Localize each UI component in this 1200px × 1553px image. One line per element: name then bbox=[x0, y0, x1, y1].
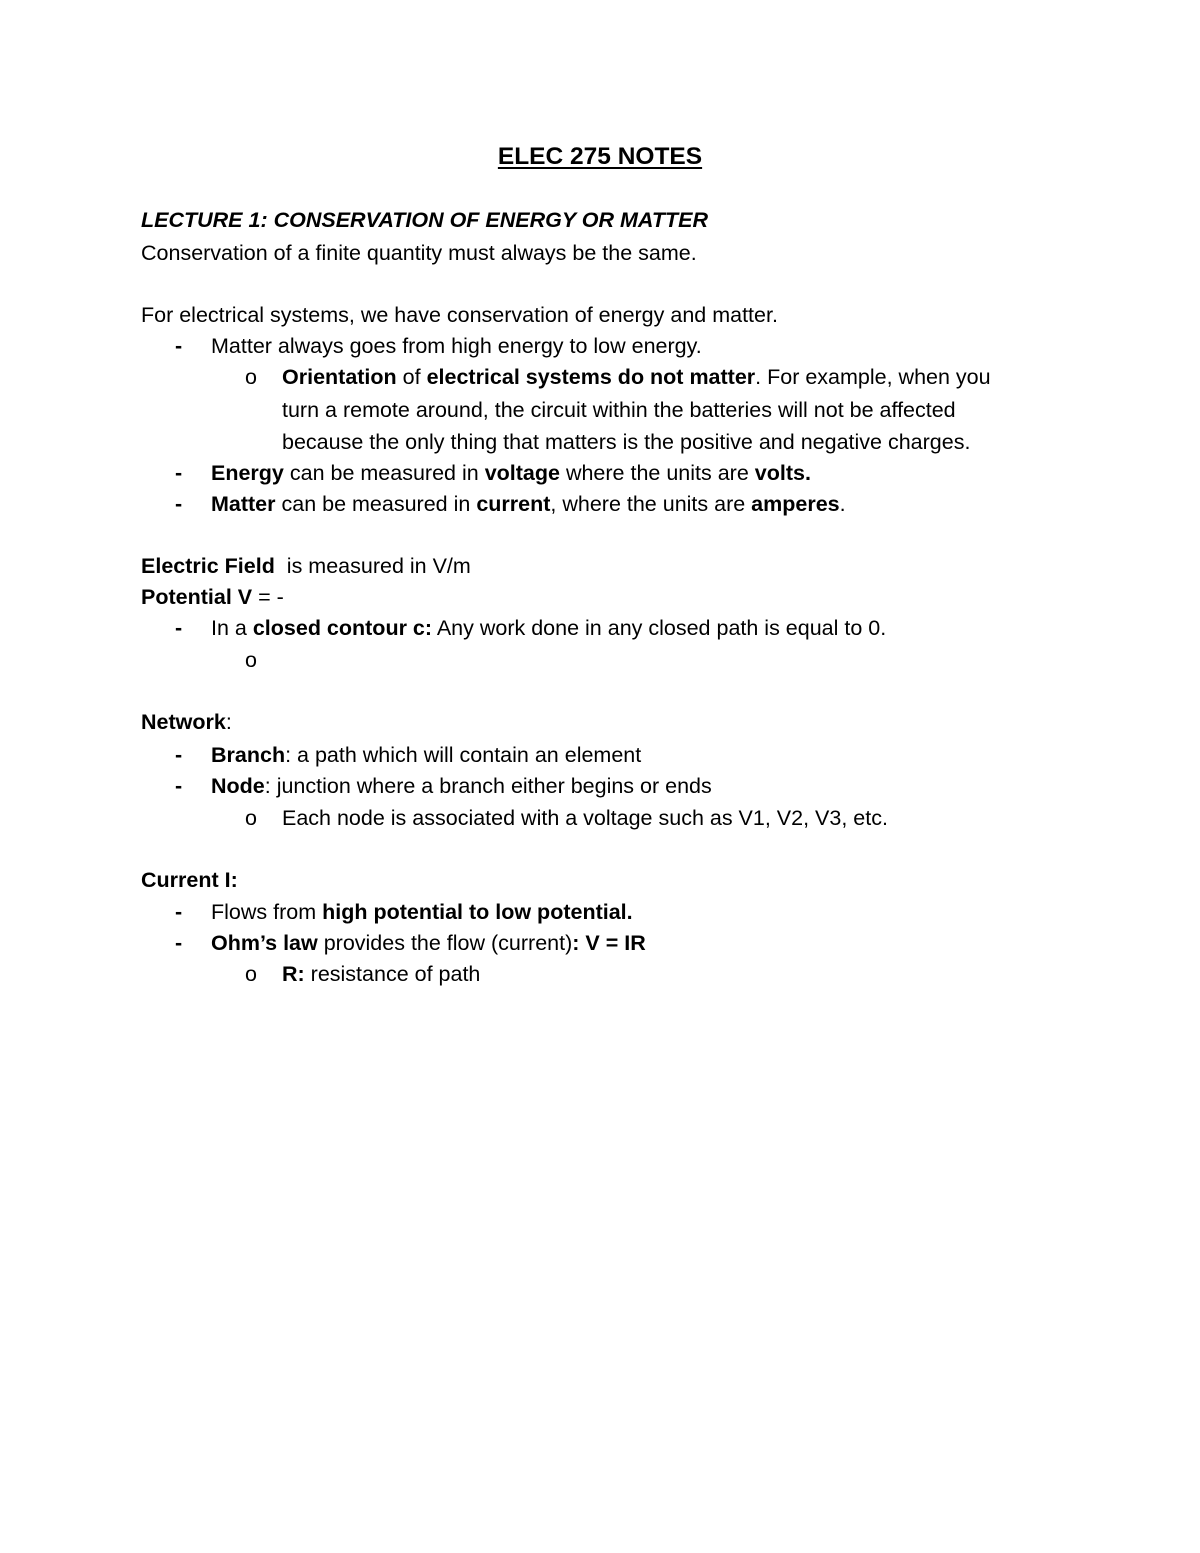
potential-text: Potential V = - bbox=[141, 585, 284, 609]
circle-bullet: o bbox=[245, 806, 257, 830]
current-heading: Current I: bbox=[141, 868, 238, 892]
conservation-text: Conservation of a finite quantity must always be the same. bbox=[141, 241, 697, 265]
orientation-text-line2: turn a remote around, the circuit within the batteries will not be affected bbox=[282, 398, 956, 422]
dash-bullet: - bbox=[175, 461, 183, 485]
electric-field-text: Electric Field is measured in V/m bbox=[141, 554, 471, 578]
dash-bullet: - bbox=[175, 931, 183, 955]
circle-bullet: o bbox=[245, 365, 257, 389]
closed-contour-text: In a closed contour c: Any work done in any closed path is equal to 0. bbox=[211, 616, 887, 640]
circle-bullet: o bbox=[245, 648, 257, 672]
matter-flow-text: Matter always goes from high energy to low energy. bbox=[211, 334, 702, 358]
network-heading: Network: bbox=[141, 710, 232, 734]
page-title: ELEC 275 NOTES bbox=[497, 143, 703, 170]
node-voltage-text: Each node is associated with a voltage such as V1, V2, V3, etc. bbox=[282, 806, 888, 830]
energy-text: Energy can be measured in voltage where the units are volts. bbox=[211, 461, 811, 485]
flows-text: Flows from high potential to low potential. bbox=[211, 900, 633, 924]
dash-bullet: - bbox=[175, 616, 183, 640]
circle-bullet: o bbox=[245, 962, 257, 986]
node-text: Node: junction where a branch either begins or ends bbox=[211, 774, 712, 798]
dash-bullet: - bbox=[175, 334, 183, 358]
matter-text: Matter can be measured in current, where the units are amperes. bbox=[211, 492, 846, 516]
orientation-text: Orientation of electrical systems do not matter. For example, when you bbox=[282, 365, 991, 389]
dash-bullet: - bbox=[175, 774, 183, 798]
dash-bullet: - bbox=[175, 743, 183, 767]
ohms-law-text: Ohm’s law provides the flow (current): V = IR bbox=[211, 931, 646, 955]
dash-bullet: - bbox=[175, 900, 183, 924]
electrical-intro: For electrical systems, we have conservation of energy and matter. bbox=[141, 303, 778, 327]
branch-text: Branch: a path which will contain an element bbox=[211, 743, 642, 767]
dash-bullet: - bbox=[175, 492, 183, 516]
resistance-text: R: resistance of path bbox=[282, 962, 481, 986]
orientation-text-line3: because the only thing that matters is the positive and negative charges. bbox=[282, 430, 971, 454]
lecture-heading: LECTURE 1: CONSERVATION OF ENERGY OR MATTER bbox=[141, 208, 708, 232]
